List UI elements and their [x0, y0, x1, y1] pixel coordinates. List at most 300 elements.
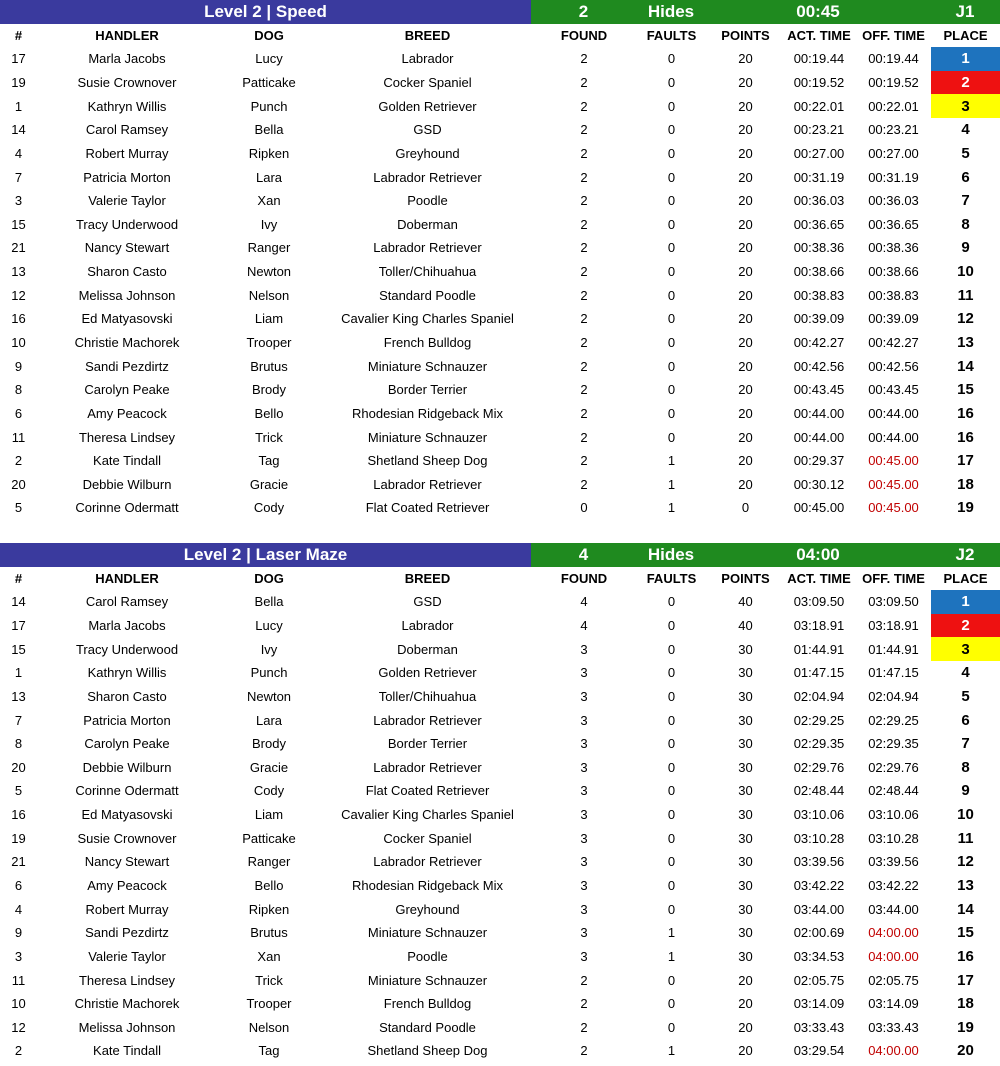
handler-name-cell: Valerie Taylor [88, 193, 166, 209]
results-table [0, 567, 1000, 1063]
section-banner [0, 543, 1000, 567]
official-time-cell: 04:00.00 [868, 925, 919, 941]
points-cell: 30 [738, 901, 753, 917]
faults-count-cell: 0 [667, 122, 676, 138]
faults-count-cell: 0 [667, 74, 676, 90]
breed-cell: Miniature Schnauzer [367, 925, 488, 941]
points-cell: 20 [738, 287, 753, 303]
faults-count-cell: 0 [667, 712, 676, 728]
place-cell: 1 [931, 590, 1000, 614]
place-cell: 12 [957, 853, 974, 871]
breed-cell: Doberman [397, 641, 458, 657]
official-time-cell: 00:38.66 [868, 264, 919, 280]
found-count-cell: 2 [580, 51, 588, 67]
found-count-cell: 2 [580, 311, 588, 327]
dog-name-cell: Trick [255, 429, 283, 445]
breed-cell: Shetland Sheep Dog [367, 453, 488, 469]
official-time-cell: 01:47.15 [868, 665, 919, 681]
found-count-cell: 3 [580, 878, 588, 893]
entry-number-cell: 16 [11, 311, 26, 327]
table-row [0, 402, 1000, 426]
col-breed-header: BREED [404, 28, 451, 43]
table-row [0, 779, 1000, 803]
breed-cell: Standard Poodle [379, 287, 476, 303]
entry-number-cell: 8 [14, 736, 23, 752]
entry-number-cell: 7 [14, 712, 23, 728]
official-time-cell: 00:27.00 [868, 145, 919, 161]
points-cell: 40 [738, 594, 753, 610]
actual-time-cell: 03:33.43 [793, 1019, 845, 1035]
table-row [0, 189, 1000, 213]
found-count-cell: 3 [580, 807, 588, 823]
table-row [0, 803, 1000, 827]
entry-number-cell: 7 [14, 169, 23, 185]
entry-number-cell: 16 [11, 807, 26, 823]
place-cell: 7 [961, 735, 970, 753]
place-cell: 15 [957, 924, 974, 942]
breed-cell: Labrador Retriever [373, 854, 482, 870]
dog-name-cell: Liam [254, 311, 284, 327]
found-count-cell: 0 [580, 500, 588, 516]
faults-count-cell: 0 [667, 878, 676, 893]
table-row [0, 732, 1000, 756]
table-row [0, 473, 1000, 497]
official-time-cell: 04:00.00 [868, 1043, 919, 1059]
found-count-cell: 2 [580, 98, 588, 114]
actual-time-cell: 00:45.00 [793, 500, 845, 516]
found-count-cell: 2 [580, 972, 588, 988]
points-cell: 40 [738, 617, 753, 633]
found-count-cell: 3 [580, 854, 588, 870]
table-row [0, 708, 1000, 732]
table-row [0, 921, 1000, 945]
dog-name-cell: Cody [253, 500, 285, 516]
handler-name-cell: Robert Murray [85, 145, 169, 161]
found-count-cell: 2 [580, 1019, 588, 1035]
actual-time-cell: 02:04.94 [793, 688, 845, 704]
official-time-cell: 02:29.35 [868, 736, 919, 752]
actual-time-cell: 00:29.37 [793, 453, 845, 469]
found-count-cell: 2 [580, 996, 588, 1012]
breed-cell: Labrador Retriever [373, 712, 482, 728]
dog-name-cell: Brutus [250, 358, 288, 374]
handler-name-cell: Ed Matyasovski [81, 807, 173, 823]
col-points-header: POINTS [721, 28, 770, 43]
breed-cell: French Bulldog [383, 996, 472, 1012]
handler-name-cell: Melissa Johnson [78, 1019, 176, 1035]
breed-cell: Standard Poodle [379, 1019, 476, 1035]
handler-name-cell: Kathryn Willis [87, 665, 167, 681]
actual-time-cell: 03:18.91 [793, 617, 845, 633]
official-time-cell: 00:19.52 [868, 74, 919, 90]
entry-number-cell: 12 [11, 1019, 26, 1035]
breed-cell: Miniature Schnauzer [367, 429, 488, 445]
breed-cell: Flat Coated Retriever [365, 783, 490, 799]
points-cell: 30 [738, 641, 753, 657]
actual-time-cell: 00:44.00 [793, 405, 845, 421]
table-row [0, 590, 1000, 614]
faults-count-cell: 0 [667, 264, 676, 280]
entry-number-cell: 6 [14, 405, 23, 421]
official-time-cell: 03:10.06 [868, 807, 919, 823]
col-points-header: POINTS [721, 571, 770, 586]
handler-name-cell: Sharon Casto [87, 264, 167, 280]
col-dog-header: DOG [254, 571, 284, 586]
dog-name-cell: Lucy [255, 51, 283, 67]
col-act-time-header: ACT. TIME [787, 571, 851, 586]
found-count-cell: 3 [580, 688, 588, 704]
table-row [0, 378, 1000, 402]
handler-name-cell: Theresa Lindsey [78, 429, 176, 445]
official-time-cell: 00:44.00 [868, 405, 919, 421]
dog-name-cell: Gracie [249, 476, 289, 492]
handler-name-cell: Melissa Johnson [78, 287, 176, 303]
faults-count-cell: 0 [667, 807, 676, 823]
entry-number-cell: 14 [11, 122, 26, 138]
entry-number-cell: 1 [14, 665, 23, 681]
actual-time-cell: 03:14.09 [793, 996, 845, 1012]
handler-name-cell: Corinne Odermatt [75, 500, 179, 516]
found-count-cell: 3 [580, 641, 588, 657]
actual-time-cell: 01:47.15 [793, 665, 845, 681]
points-cell: 30 [738, 783, 753, 799]
time-limit: 04:00 [706, 543, 930, 567]
actual-time-cell: 00:44.00 [793, 429, 845, 445]
entry-number-cell: 21 [11, 854, 26, 870]
found-count-cell: 4 [580, 594, 588, 610]
faults-count-cell: 0 [667, 216, 676, 232]
actual-time-cell: 01:44.91 [793, 641, 845, 657]
table-row [0, 992, 1000, 1016]
section-banner [0, 0, 1000, 24]
place-cell: 4 [961, 121, 970, 139]
entry-number-cell: 11 [11, 429, 26, 445]
actual-time-cell: 00:36.03 [793, 193, 845, 209]
actual-time-cell: 00:27.00 [793, 145, 845, 161]
faults-count-cell: 0 [667, 311, 676, 327]
place-cell: 10 [957, 806, 974, 824]
found-count-cell: 2 [580, 453, 588, 469]
faults-count-cell: 0 [667, 335, 676, 350]
faults-count-cell: 0 [667, 287, 676, 303]
faults-count-cell: 0 [667, 1019, 676, 1035]
actual-time-cell: 02:00.69 [793, 925, 845, 941]
official-time-cell: 00:44.00 [868, 429, 919, 445]
faults-count-cell: 1 [667, 453, 676, 469]
faults-count-cell: 0 [667, 193, 676, 209]
actual-time-cell: 03:39.56 [793, 854, 845, 870]
dog-name-cell: Nelson [248, 1019, 290, 1035]
hides-count: 2 [531, 0, 636, 24]
found-count-cell: 2 [580, 122, 588, 138]
faults-count-cell: 0 [667, 358, 676, 374]
dog-name-cell: Lara [255, 169, 283, 185]
table-row [0, 142, 1000, 166]
actual-time-cell: 03:09.50 [793, 594, 845, 610]
table-row [0, 47, 1000, 71]
table-header-row [0, 24, 1000, 47]
points-cell: 20 [738, 1019, 753, 1035]
place-cell: 20 [957, 1042, 974, 1060]
faults-count-cell: 0 [667, 240, 676, 256]
place-cell: 4 [961, 664, 970, 682]
dog-name-cell: Lucy [255, 617, 283, 633]
dog-name-cell: Cody [253, 783, 285, 799]
table-row [0, 94, 1000, 118]
points-cell: 30 [738, 688, 753, 704]
handler-name-cell: Amy Peacock [87, 405, 167, 421]
breed-cell: Golden Retriever [378, 98, 477, 114]
col-place-header: PLACE [943, 571, 988, 586]
faults-count-cell: 1 [667, 1043, 676, 1059]
place-cell: 5 [961, 144, 970, 162]
place-cell: 16 [957, 404, 974, 422]
place-cell: 9 [961, 239, 970, 257]
actual-time-cell: 02:29.76 [793, 759, 845, 775]
entry-number-cell: 4 [14, 901, 23, 917]
breed-cell: Doberman [397, 216, 458, 232]
entry-number-cell: 6 [14, 878, 23, 893]
handler-name-cell: Carolyn Peake [84, 736, 170, 752]
actual-time-cell: 00:43.45 [793, 382, 845, 398]
found-count-cell: 2 [580, 335, 588, 350]
dog-name-cell: Newton [246, 264, 292, 280]
actual-time-cell: 03:34.53 [793, 948, 845, 964]
entry-number-cell: 12 [11, 287, 26, 303]
breed-cell: GSD [413, 122, 442, 138]
points-cell: 30 [738, 807, 753, 823]
points-cell: 20 [738, 1043, 753, 1059]
breed-cell: Border Terrier [387, 736, 468, 752]
points-cell: 20 [738, 51, 753, 67]
official-time-cell: 00:43.45 [868, 382, 919, 398]
dog-name-cell: Ripken [248, 901, 290, 917]
table-row [0, 425, 1000, 449]
place-cell: 2 [931, 614, 1000, 638]
col-faults-header: FAULTS [646, 571, 697, 586]
place-cell: 16 [957, 947, 974, 965]
official-time-cell: 02:04.94 [868, 688, 919, 704]
place-cell: 3 [931, 94, 1000, 118]
actual-time-cell: 00:42.56 [793, 358, 845, 374]
table-row [0, 850, 1000, 874]
faults-count-cell: 0 [667, 996, 676, 1012]
points-cell: 30 [738, 925, 753, 941]
breed-cell: Labrador Retriever [373, 476, 482, 492]
official-time-cell: 00:42.56 [868, 358, 919, 374]
dog-name-cell: Ivy [260, 641, 278, 657]
faults-count-cell: 1 [667, 500, 676, 516]
entry-number-cell: 1 [14, 98, 23, 114]
place-cell: 16 [957, 428, 974, 446]
dog-name-cell: Ripken [248, 145, 290, 161]
results-section-speed [0, 0, 1000, 520]
dog-name-cell: Patticake [242, 830, 296, 846]
results-section-laser-maze [0, 543, 1000, 1063]
breed-cell: Poodle [407, 193, 448, 209]
judge-label: J2 [930, 543, 1000, 567]
found-count-cell: 2 [580, 1043, 588, 1059]
place-cell: 10 [957, 263, 974, 281]
official-time-cell: 02:48.44 [868, 783, 919, 799]
faults-count-cell: 0 [667, 594, 676, 610]
breed-cell: Miniature Schnauzer [367, 358, 488, 374]
place-cell: 1 [931, 47, 1000, 71]
col-handler-header: HANDLER [95, 28, 159, 43]
col-faults-header: FAULTS [646, 28, 697, 43]
dog-name-cell: Punch [250, 665, 288, 681]
found-count-cell: 2 [580, 74, 588, 90]
actual-time-cell: 03:10.06 [793, 807, 845, 823]
found-count-cell: 2 [580, 358, 588, 374]
points-cell: 20 [738, 429, 753, 445]
table-row [0, 755, 1000, 779]
official-time-cell: 03:33.43 [868, 1019, 919, 1035]
table-row [0, 496, 1000, 520]
breed-cell: Toller/Chihuahua [378, 264, 477, 280]
entry-number-cell: 9 [14, 925, 23, 941]
entry-number-cell: 19 [11, 74, 26, 90]
handler-name-cell: Kate Tindall [93, 453, 161, 469]
results-table [0, 24, 1000, 520]
handler-name-cell: Patricia Morton [83, 712, 171, 728]
breed-cell: French Bulldog [383, 335, 472, 350]
col-found-header: FOUND [560, 28, 608, 43]
col-off-time-header: OFF. TIME [862, 571, 925, 586]
official-time-cell: 00:23.21 [868, 122, 919, 138]
actual-time-cell: 00:19.44 [793, 51, 845, 67]
section-title: Level 2 | Laser Maze [0, 543, 531, 567]
entry-number-cell: 21 [11, 240, 26, 256]
actual-time-cell: 02:29.35 [793, 736, 845, 752]
points-cell: 20 [738, 240, 753, 256]
found-count-cell: 3 [580, 783, 588, 799]
table-row [0, 236, 1000, 260]
actual-time-cell: 03:42.22 [793, 878, 845, 893]
entry-number-cell: 9 [14, 358, 23, 374]
table-row [0, 874, 1000, 898]
points-cell: 30 [738, 665, 753, 681]
entry-number-cell: 17 [11, 51, 26, 67]
found-count-cell: 3 [580, 712, 588, 728]
handler-name-cell: Amy Peacock [87, 878, 167, 893]
points-cell: 20 [738, 972, 753, 988]
col-handler-header: HANDLER [95, 571, 159, 586]
entry-number-cell: 3 [14, 948, 23, 964]
actual-time-cell: 00:31.19 [793, 169, 845, 185]
time-limit: 00:45 [706, 0, 930, 24]
points-cell: 0 [741, 500, 750, 516]
dog-name-cell: Trooper [246, 335, 292, 350]
table-row [0, 283, 1000, 307]
place-cell: 6 [961, 168, 970, 186]
breed-cell: Rhodesian Ridgeback Mix [351, 878, 504, 893]
points-cell: 20 [738, 216, 753, 232]
official-time-cell: 00:45.00 [868, 453, 919, 469]
place-cell: 19 [957, 1018, 974, 1036]
actual-time-cell: 00:23.21 [793, 122, 845, 138]
found-count-cell: 2 [580, 240, 588, 256]
entry-number-cell: 20 [11, 476, 26, 492]
col-num-header: # [14, 28, 23, 43]
breed-cell: Cavalier King Charles Spaniel [341, 311, 514, 327]
breed-cell: Greyhound [395, 901, 460, 917]
official-time-cell: 00:36.03 [868, 193, 919, 209]
points-cell: 20 [738, 98, 753, 114]
entry-number-cell: 15 [11, 216, 26, 232]
found-count-cell: 2 [580, 169, 588, 185]
official-time-cell: 00:45.00 [868, 476, 919, 492]
table-row [0, 260, 1000, 284]
breed-cell: Rhodesian Ridgeback Mix [351, 405, 504, 421]
breed-cell: Labrador [401, 51, 454, 67]
hides-label: Hides [636, 543, 706, 567]
entry-number-cell: 19 [11, 830, 26, 846]
place-cell: 9 [961, 782, 970, 800]
place-cell: 17 [957, 971, 974, 989]
official-time-cell: 03:44.00 [868, 901, 919, 917]
place-cell: 6 [961, 711, 970, 729]
handler-name-cell: Sharon Casto [87, 688, 167, 704]
points-cell: 30 [738, 759, 753, 775]
found-count-cell: 3 [580, 759, 588, 775]
table-row [0, 614, 1000, 638]
actual-time-cell: 00:42.27 [793, 335, 845, 350]
place-cell: 13 [957, 334, 974, 351]
breed-cell: Cocker Spaniel [383, 830, 472, 846]
faults-count-cell: 0 [667, 736, 676, 752]
actual-time-cell: 00:38.36 [793, 240, 845, 256]
entry-number-cell: 10 [11, 335, 26, 350]
handler-name-cell: Nancy Stewart [84, 240, 170, 256]
handler-name-cell: Tracy Underwood [75, 641, 179, 657]
place-cell: 15 [957, 381, 974, 399]
actual-time-cell: 00:39.09 [793, 311, 845, 327]
dog-name-cell: Punch [250, 98, 288, 114]
handler-name-cell: Nancy Stewart [84, 854, 170, 870]
table-row [0, 685, 1000, 709]
points-cell: 30 [738, 878, 753, 893]
actual-time-cell: 03:44.00 [793, 901, 845, 917]
table-row [0, 1039, 1000, 1063]
results-body [0, 47, 1000, 520]
faults-count-cell: 0 [667, 382, 676, 398]
entry-number-cell: 2 [14, 1043, 23, 1059]
found-count-cell: 2 [580, 476, 588, 492]
entry-number-cell: 13 [11, 264, 26, 280]
faults-count-cell: 0 [667, 617, 676, 633]
official-time-cell: 00:42.27 [868, 335, 919, 350]
entry-number-cell: 20 [11, 759, 26, 775]
place-cell: 14 [957, 357, 974, 375]
place-cell: 18 [957, 995, 974, 1013]
table-row [0, 1016, 1000, 1040]
dog-name-cell: Ivy [260, 216, 278, 232]
breed-cell: Flat Coated Retriever [365, 500, 490, 516]
table-row [0, 637, 1000, 661]
points-cell: 30 [738, 712, 753, 728]
entry-number-cell: 17 [11, 617, 26, 633]
breed-cell: Labrador Retriever [373, 759, 482, 775]
points-cell: 30 [738, 948, 753, 964]
judge-label: J1 [930, 0, 1000, 24]
place-cell: 18 [957, 475, 974, 493]
points-cell: 20 [738, 145, 753, 161]
entry-number-cell: 8 [14, 382, 23, 398]
handler-name-cell: Debbie Wilburn [82, 759, 172, 775]
actual-time-cell: 00:22.01 [793, 98, 845, 114]
table-row [0, 945, 1000, 969]
